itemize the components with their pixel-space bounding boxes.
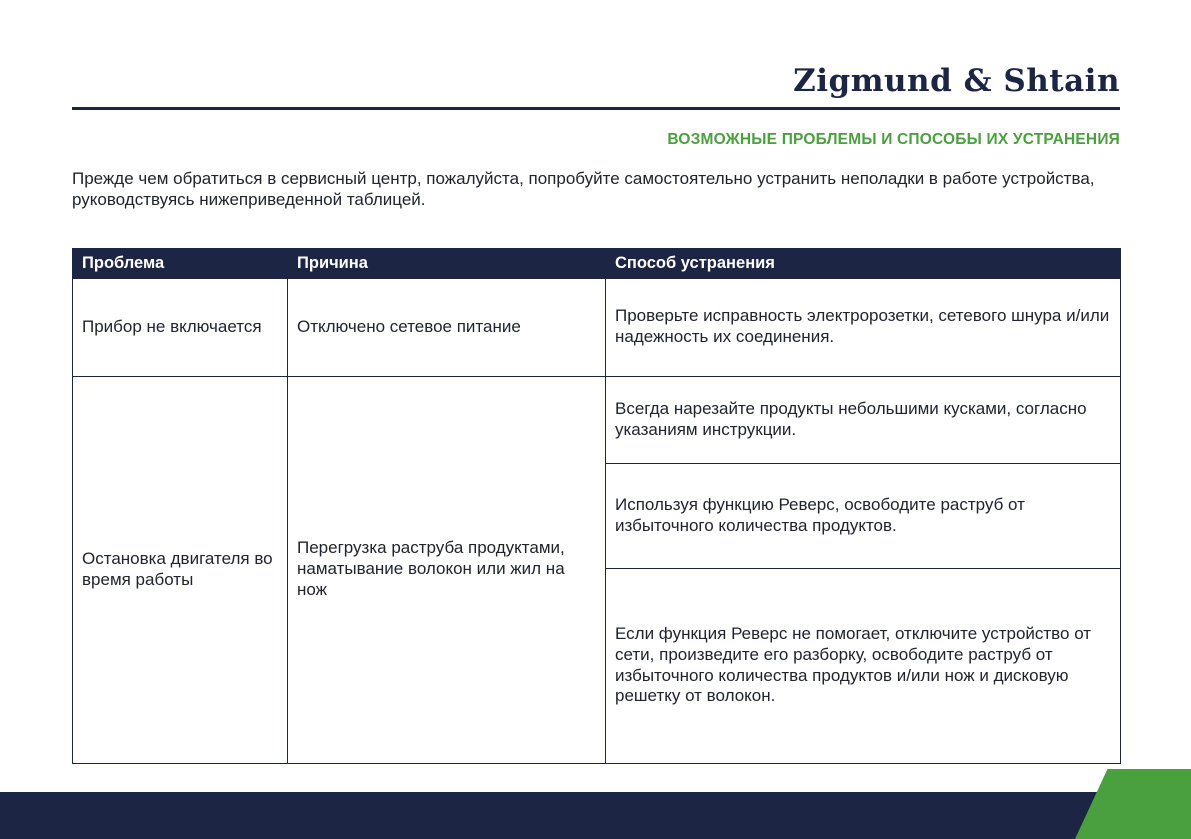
page-content xyxy=(0,64,1191,764)
table-row xyxy=(73,376,1121,463)
column-header-problem: Проблема xyxy=(73,248,288,278)
troubleshooting-table xyxy=(72,248,1121,764)
column-header-solution: Способ устранения xyxy=(606,248,1121,278)
cell-solution-2c: Если функция Реверс не помогает, отключите устройство от сети, произведите его разборку, освободите раструб от избыточного количества продуктов и/или нож и дисковую решетку от волокон. xyxy=(606,568,1121,763)
cell-problem-2: Остановка двигателя во время работы xyxy=(73,376,288,763)
intro-paragraph: Прежде чем обратиться в сервисный центр, пожалуйста, попробуйте самостоятельно устранить неполадки в работе устройства, руководствуясь нижеприведенной таблицей. xyxy=(72,169,1095,210)
cell-problem-1: Прибор не включается xyxy=(73,278,288,376)
table-header-row xyxy=(73,248,1121,278)
cell-solution-1: Проверьте исправность электророзетки, сетевого шнура и/или надежность их соединения. xyxy=(606,278,1121,376)
cell-solution-2a: Всегда нарезайте продукты небольшими кусками, согласно указаниям инструкции. xyxy=(606,376,1121,463)
table-row xyxy=(73,278,1121,376)
footer-accent-shape xyxy=(1075,769,1191,839)
footer-bar xyxy=(0,792,1191,839)
header-rule xyxy=(72,107,1120,110)
cell-solution-2b: Используя функцию Реверс, освободите раструб от избыточного количества продуктов. xyxy=(606,463,1121,568)
cell-cause-2: Перегрузка раструба продуктами, наматывание волокон или жил на нож xyxy=(288,376,606,763)
column-header-cause: Причина xyxy=(288,248,606,278)
brand-logo: Zigmund & Shtain xyxy=(793,63,1120,99)
page-title: ВОЗМОЖНЫЕ ПРОБЛЕМЫ И СПОСОБЫ ИХ УСТРАНЕНИЯ xyxy=(667,131,1120,149)
cell-cause-1: Отключено сетевое питание xyxy=(288,278,606,376)
